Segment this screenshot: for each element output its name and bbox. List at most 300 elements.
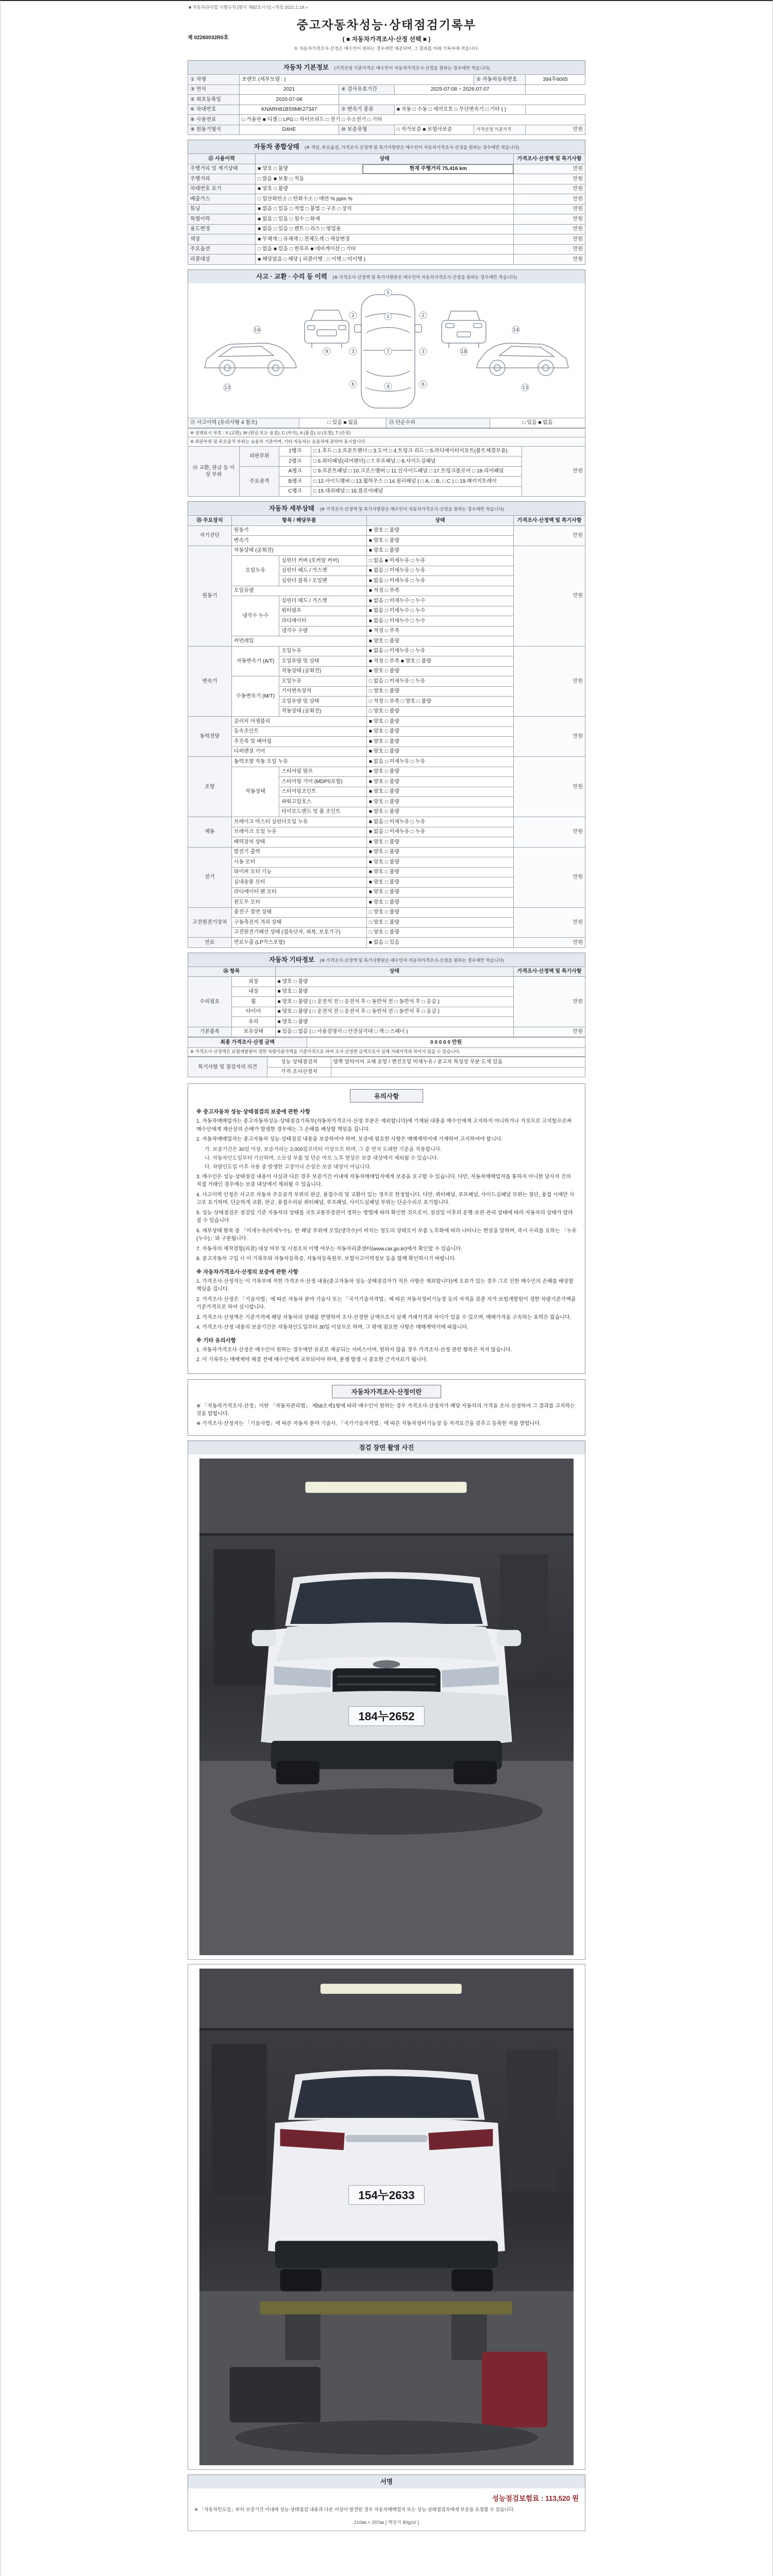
table-cell: 만원 [514, 817, 585, 848]
table-cell: ⑪ 사용이력 [188, 154, 256, 164]
table-cell: 외장 [231, 977, 275, 987]
table-cell: 스티어링 펌프 [279, 767, 367, 777]
table-cell: 커먼레일 [231, 636, 366, 647]
table-cell[interactable]: ■ 없음 □ 미세누수 □ 누수 [366, 616, 513, 626]
table-cell: ② 자동차등록번호 [474, 75, 526, 85]
table-cell: ④ 검사유효기간 [339, 84, 394, 95]
special-history-checkbox-group[interactable]: ■ 없음 □ 있음 □ 침수 □ 화재 [256, 214, 514, 225]
table-cell: 윈도우 모터 [231, 897, 366, 908]
table-cell: ⑦ 변속기 종류 [339, 105, 394, 115]
photos-header [188, 1440, 585, 1454]
notice-line: 1. 자동차매매업자는 중고자동차성능·상태점검기록부(자동차가격조사·산정 부분은 제외합니다)에 기재된 내용을 매수인에게 고지하지 아니하거나 거짓으로 고지함으로써 매수인에게 재산상의 손해가 발생한 경우에는 그 손해를 배상할 책임을 집니다. [196, 1118, 572, 1132]
table-cell: 실린더 블록 / 오일팬 [279, 576, 367, 586]
table-cell: 가격조사·산정액 및 특기사항 [514, 516, 585, 526]
notice-line: 나. 자동차인도일부터 기산하며, 소모성 부품 및 단순 마모·노후 현상은 보증 대상에서 제외될 수 있습니다. [205, 1155, 439, 1161]
table-cell[interactable]: ■ 없음 □ 미세누수 □ 누수 [366, 596, 513, 606]
table-cell: 만원 [514, 938, 585, 948]
table-cell[interactable]: ■ 양호 □ 불량 [366, 797, 513, 807]
table-cell: 기본품목 [188, 1027, 232, 1037]
accident-history-checkbox[interactable]: □ 있음 ■ 없음 [299, 418, 386, 428]
svg-text:18: 18 [461, 349, 467, 354]
table-cell: 성능·상태점검자 [267, 1057, 331, 1067]
table-cell: 만원 [514, 214, 585, 225]
table-cell[interactable]: ■ 양호 □ 불량 [366, 726, 513, 737]
table-cell: 변속기 [188, 646, 232, 717]
svg-text:4: 4 [386, 384, 390, 389]
notice-line: ※ 기타 유의사항 [196, 1337, 236, 1344]
table-cell: 만원 [514, 847, 585, 907]
section-accident-history [188, 269, 585, 497]
table-cell: 자기진단 [188, 526, 232, 546]
table-cell[interactable]: ■ 없음 □ 미세누유 □ 누유 [366, 646, 513, 656]
table-cell[interactable]: ■ 없음 □ 미세누유 □ 누유 [366, 817, 513, 827]
mileage-checkbox-group[interactable]: □ 많음 ■ 보통 □ 적음 [256, 174, 514, 184]
table-cell: 작동상태 (공회전) [279, 666, 367, 676]
accident-history-note: (※ 가격조사·산정액 및 특기사항란은 매수인이 자동차가격조사·산정을 원하는 경우에만 적습니다) [332, 274, 517, 280]
svg-text:6: 6 [422, 382, 425, 387]
table-cell: 리콜대상 [188, 255, 256, 265]
inspection-valid-period: 2025-07-08 ~ 2026-07-07 [394, 84, 525, 95]
table-cell [339, 95, 585, 105]
table-cell: 만원 [514, 757, 585, 817]
table-cell: 워터펌프 [279, 606, 367, 616]
table-cell: 동력전달 [188, 717, 232, 757]
table-cell[interactable]: □ 없음 □ 미세누유 □ 누유 [366, 676, 513, 687]
svg-text:1: 1 [386, 314, 390, 319]
accident-history-header [188, 269, 585, 283]
notice-line: 3. 매수인은 성능·상태점검 내용이 사실과 다른 경우 보증기간 이내에 자동차매매업자에게 보증을 요구할 수 있습니다. 다만, 자동차매매업자를 통하지 아니한 당사자 간의 직접 거래인 경우에는 보증 대상에서 제외될 수 있습니다. [196, 1174, 571, 1188]
table-cell: 파워고압호스 [279, 797, 367, 807]
table-cell[interactable]: ■ 양호 □ 불량 [366, 877, 513, 888]
table-cell[interactable]: ■ 양호 □ 불량 [366, 737, 513, 747]
table-cell: 만원 [514, 234, 585, 245]
table-cell[interactable]: ■ 양호 □ 불량 [366, 536, 513, 546]
table-cell[interactable]: ■ 있음 □ 없음 ( □ 사용설명서 □ 안전삼각대 □ 잭 □ 스패너 ) [275, 1027, 514, 1037]
table-cell: 오일누유 [279, 676, 367, 687]
price-appraisal-info-title: 자동차가격조사·산정이란 [332, 1385, 441, 1398]
table-cell[interactable]: ■ 없음 □ 미세누유 □ 누유 [366, 827, 513, 837]
table-cell: 자동변속기 (A/T) [231, 646, 279, 676]
table-cell: 오일누유 [231, 556, 279, 586]
table-cell: 색상 [188, 234, 256, 245]
warranty-checkbox-group[interactable]: □ 자가보증 ■ 보험사보증 [394, 125, 474, 135]
photos-title: 점검 장면 촬영 사진 [359, 1444, 414, 1452]
final-price-table [188, 1037, 585, 1057]
table-cell: 만원 [514, 194, 585, 205]
table-cell: 스티어링 기어 (MDPS포함) [279, 777, 367, 787]
accident-history-title: 사고 · 교환 · 수리 등 이력 [256, 273, 327, 280]
frame-rankA-checkbox-group[interactable]: □ 9.프론트패널 □ 10.크로스멤버 □ 11.인사이드패널 □ 17.트렁크플로어 □ 18.리어패널 [311, 466, 522, 477]
table-cell: 특기사항 및 점검자의 의견 [188, 1057, 267, 1077]
table-cell: ③ 연식 [188, 84, 240, 95]
table-cell: 만원 [514, 526, 585, 546]
photo-rear-svg [199, 1969, 574, 2465]
table-cell: 항목 / 해당부품 [231, 516, 366, 526]
transmission-checkbox-group[interactable]: ■ 자동 □ 수동 □ 세미오토 □ 무단변속기 □ 기타 ( ) [394, 105, 525, 115]
table-cell: 만원 [514, 224, 585, 234]
table-cell[interactable]: ■ 양호 □ 불량 [366, 897, 513, 908]
svg-text:7: 7 [386, 349, 390, 354]
basic-info-note: (가격산정 기준가격은 매수인이 자동차가격조사·산정을 원하는 경우에만 적습니다) [334, 65, 490, 71]
title-note: ① 자동차가격조사·산정은 매수인이 원하는 경우에만 제공되며, 그 결과를 아래 기록부에 적습니다. [294, 46, 479, 51]
table-cell: 수동변속기 (M/T) [231, 676, 279, 717]
registration-number: 394후6065 [526, 75, 585, 85]
signature-body [188, 2488, 585, 2531]
table-cell: 주행거리 [188, 174, 256, 184]
table-cell: 최종 가격조사·산정 금액 [188, 1038, 307, 1048]
page-title: 중고자동차성능·상태점검기록부 [296, 18, 477, 31]
vin: KNARH81BS9MK27347 [240, 105, 339, 115]
table-cell: 타이로드엔드 및 볼 조인트 [279, 807, 367, 817]
table-cell: 기어변속장치 [279, 686, 367, 697]
table-cell[interactable]: ■ 양호 □ 불량 [366, 546, 513, 556]
vin-marking-checkbox[interactable]: ■ 양호 □ 불량 [256, 184, 514, 194]
table-cell[interactable]: ■ 양호 □ 불량 [366, 847, 513, 857]
table-cell[interactable]: ■ 없음 □ 미세누유 □ 누유 [366, 576, 513, 586]
table-cell: 냉각수 수량 [279, 626, 367, 636]
table-cell: 만원 [514, 174, 585, 184]
notices-title: 유의사항 [350, 1089, 423, 1103]
svg-text:9: 9 [325, 349, 328, 354]
table-cell[interactable]: □ 양호 □ 불량 [366, 907, 513, 918]
table-cell: 만원 [514, 646, 585, 717]
fee-label: 성능점검보험료 : [492, 2495, 546, 2503]
table-cell: 원동기 [188, 546, 232, 646]
appraiser-remark [331, 1067, 585, 1077]
document [188, 3, 585, 2531]
table-cell: 브레이크 오일 누유 [231, 827, 366, 837]
detail-state-title: 자동차 세부상태 [268, 505, 314, 513]
table-cell: 클러치 어셈블리 [231, 717, 366, 727]
table-cell[interactable]: ■ 양호 □ 불량 [366, 777, 513, 787]
table-cell: 2랭크 [279, 456, 311, 467]
table-cell[interactable]: ■ 양호 □ 불량 [275, 1017, 514, 1027]
section-overall-state [188, 140, 585, 265]
table-cell: 오일누유 [279, 646, 367, 656]
photo-front-svg [199, 1459, 574, 1955]
section-signature [188, 2475, 585, 2531]
section-etc-info [188, 953, 585, 1077]
panel-frame-table [188, 428, 585, 497]
table-cell: ⑧ 사용연료 [188, 115, 240, 125]
notice-line: 5. 성능·상태점검은 점검일 기준 자동차의 상태를 국토교통부장관이 정하는 방법에 따라 확인한 것으로서, 점검일 이후의 운행·보관·관리 상태에 따라 자동차의 상태가 달라질 수 있습니다. [196, 1210, 573, 1224]
table-cell: 주요골격 [240, 466, 279, 497]
table-cell: 연료누출 (LP가스포함) [231, 938, 366, 948]
table-cell[interactable]: ■ 없음 □ 있음 [366, 938, 513, 948]
table-cell: 작동상태 (공회전) [231, 546, 366, 556]
table-cell: 연료 [188, 938, 232, 948]
notice-line: ※ 중고자동차 성능·상태점검의 보증에 관한 사항 [196, 1109, 311, 1115]
inspection-photo-rear [188, 1964, 585, 2470]
table-cell: ⑯ 항목 [188, 967, 276, 977]
engine-type: D4HE [240, 125, 339, 135]
price-appraisal-info-box [188, 1379, 585, 1436]
table-cell: 만원 [514, 164, 585, 174]
table-cell[interactable]: ■ 양호 □ 불량 [366, 867, 513, 877]
rear-license-plate: 154누2633 [358, 2189, 415, 2202]
svg-text:6: 6 [351, 382, 355, 387]
recall-checkbox-group[interactable]: ■ 해당없음 □ 해당 ( 리콜이행 : □ 이행 □ 미이행 ) [256, 255, 514, 265]
table-cell: 작동상태 (공회전) [279, 706, 367, 717]
table-cell: 오일유량 및 상태 [279, 656, 367, 667]
panel-rank2-checkbox-group[interactable]: □ 6.쿼터패널(리어펜더) □ 7.루프패널 □ 8.사이드실패널 [311, 456, 522, 467]
title-block [188, 13, 585, 56]
table-cell: 와이퍼 모터 기능 [231, 867, 366, 877]
table-cell: ⑤ 최초등록일 [188, 95, 240, 105]
panel-rank1-checkbox-group[interactable]: □ 1.후드 □ 2.프론트펜더 □ 3.도어 □ 4.트렁크 리드 □ 5.라디에이터서포트(볼트체결부품) [311, 446, 522, 456]
table-cell[interactable]: ■ 없음 □ 미세누수 □ 누수 [366, 606, 513, 616]
table-cell[interactable]: ■ 적정 □ 부족 [366, 626, 513, 636]
svg-text:14: 14 [513, 327, 519, 333]
table-cell[interactable]: ■ 양호 □ 불량 [366, 787, 513, 797]
notice-line: ※ 자동차가격조사·산정의 보증에 관한 사항 [196, 1268, 298, 1275]
table-cell: 보유상태 [231, 1027, 275, 1037]
table-cell: 원동기 [231, 526, 366, 536]
notice-line: 7. 자동차의 제작결함(리콜) 대상 여부 및 시정조치 이행 여부는 자동차리콜센터(www.car.go.kr)에서 확인할 수 있습니다. [196, 1246, 463, 1252]
table-cell: 실린더 커버 (로커암 커버) [279, 556, 367, 566]
table-cell: 충전구 절연 상태 [231, 907, 366, 918]
notice-line: 다. 차량인도일 이후 사용 중 발생한 고장이나 손상은 보증 대상이 아닙니다. [205, 1164, 372, 1170]
svg-text:13: 13 [522, 385, 528, 391]
table-cell[interactable]: □ 양호 □ 불량 [366, 686, 513, 697]
table-cell: 튜닝 [188, 204, 256, 214]
table-cell: B랭크 [279, 477, 311, 487]
notice-line: 2. 이 기록부는 매매계약 체결 전에 매수인에게 교부되어야 하며, 분쟁 발생 시 중요한 근거자료가 됩니다. [196, 1357, 428, 1363]
table-cell: ※ 외판부위 및 주요골격 부위는 승용차 기준이며, 기타 자동차는 승용차에 준하여 표시합니다. [188, 437, 585, 446]
table-cell: 내장 [231, 987, 275, 997]
vehicle-name: 쏘렌토 (세부모델 : ) [240, 75, 474, 85]
signature-title: 서명 [380, 2478, 393, 2486]
table-cell: 발전기 출력 [231, 847, 366, 857]
color-checkbox-group[interactable]: ■ 무채색 □ 유채색 □ 전체도색 □ 색상변경 [256, 234, 514, 245]
svg-text:2: 2 [422, 313, 425, 318]
svg-text:2: 2 [351, 313, 355, 318]
table-cell[interactable]: ■ 양호 □ 불량 [366, 837, 513, 848]
table-cell: 수리필요 [188, 977, 232, 1027]
table-cell: 동력조향 작동 오일 누유 [231, 757, 366, 767]
detail-state-note: (※ 가격조사·산정액 및 특기사항란은 매수인이 자동차가격조사·산정을 원하는 경우에만 적습니다) [320, 506, 505, 512]
first-registration-date: 2020-07-08 [240, 95, 339, 105]
table-cell[interactable]: □ 양호 □ 불량 [366, 706, 513, 717]
table-cell: ⑮ 주요장치 [188, 516, 232, 526]
fee-value: 113,520 원 [545, 2495, 579, 2503]
table-cell: 용도변경 [188, 224, 256, 234]
tuning-checkbox-group[interactable]: ■ 없음 □ 있음 □ 적법 □ 불법 □ 구조 □ 장치 [256, 204, 514, 214]
table-cell: 디퍼렌셜 기어 [231, 747, 366, 757]
table-cell: 배력장치 상태 [231, 837, 366, 848]
page-subtitle: ( ■ 자동차가격조사·산정 선택 ■ ) [342, 36, 431, 43]
base-price-cell: 만원 [526, 125, 585, 135]
svg-text:5: 5 [386, 290, 390, 296]
emission-checkbox-group[interactable]: □ 일산화탄소 □ 탄화수소 □ 매연 % ppm % [256, 194, 514, 205]
basic-info-title: 자동차 기본정보 [283, 64, 329, 71]
table-cell: ① 차명 [188, 75, 240, 85]
table-cell[interactable]: ■ 없음 □ 미세누유 □ 누유 [366, 566, 513, 576]
table-cell: 만원 [514, 255, 585, 265]
table-cell: 구동축전지 격리 상태 [231, 918, 366, 928]
table-cell: 만원 [514, 244, 585, 255]
inspection-photo-front [188, 1454, 585, 1960]
notice-line: 1. 가격조사·산정자는 이 기록부에 적힌 가격조사·산정 내용(중고자동차 성능·상태점검자가 적은 사항은 제외합니다)에 오류가 있는 경우 그로 인한 매수인의 손해를 배상할 책임을 집니다. [196, 1278, 574, 1293]
table-cell[interactable]: ■ 없음 □ 미세누유 □ 누유 [366, 757, 513, 767]
table-cell: 가격조사·산정액 및 특기사항 [514, 154, 585, 164]
table-cell: 배출가스 [188, 194, 256, 205]
table-cell[interactable]: ■ 양호 □ 불량 [275, 977, 514, 987]
table-cell[interactable]: ■ 양호 □ 불량 ( □ 운전석 전 □ 운전석 후 □ 동반석 전 □ 동반석 후 □ 응급 ) [275, 997, 514, 1007]
table-cell: ⑫ 사고이력 (유의사항 4 참조) [188, 418, 299, 428]
form-reference-note: ■ 자동차관리법 시행규칙 [별지 제82호서식] <개정 2021.1.19.> [189, 5, 308, 10]
table-cell: 타이어 [231, 1007, 275, 1017]
table-cell: 차대번호 표기 [188, 184, 256, 194]
table-cell[interactable]: ■ 양호 □ 불량 [366, 807, 513, 817]
table-cell: 냉각수 누수 [231, 596, 279, 636]
final-appraisal-amount: 0 0 0 0 0 만원 [307, 1038, 585, 1048]
table-cell: 특별이력 [188, 214, 256, 225]
overall-state-title: 자동차 종합상태 [254, 143, 299, 150]
notices-section [188, 1083, 585, 1374]
frame-rankC-checkbox-group[interactable]: □ 15.대쉬패널 □ 16.플로어패널 [311, 486, 522, 497]
table-cell: 고전원전기장치 [188, 907, 232, 938]
table-cell: 만원 [514, 717, 585, 757]
etc-info-note: (※ 가격조사·산정액 및 특기사항란은 매수인이 자동차가격조사·산정을 원하는 경우에만 적습니다) [320, 957, 505, 963]
signature-note-line: ※ 「자동차인도일」부터 보증기간 이내에 성능·상태점검 내용과 다른 이상이 발견된 경우 자동차매매업자 또는 성능·상태점검자에게 보증을 요청할 수 있습니다. [194, 2507, 515, 2513]
svg-text:13: 13 [224, 385, 230, 391]
odometer-state-checkbox[interactable]: ■ 양호 □ 불량 [256, 164, 363, 174]
table-cell: ※ 상태표시 부호 : X (교환), W (판금 또는 용접), C (부식), A (흠집), U (요철), T (손상) [188, 429, 585, 437]
table-cell[interactable]: □ 양호 □ 불량 [366, 927, 513, 938]
table-cell: 외판부위 [240, 446, 279, 466]
table-cell: ⑭ 교환, 판금 등 이상 부위 [188, 446, 240, 497]
notice-line: 3. 가격조사·산정액은 기준가격에 해당 자동차의 상태를 반영하여 조사·산정한 금액으로서 실제 거래가격과 차이가 있을 수 있으며, 매매가격을 구속하는 효력은 없습니다. [196, 1314, 572, 1320]
notice-line: 4. 가격조사·산정 내용의 보증기간은 자동차인도일부터 30일 이상으로 하며, 그 밖에 필요한 사항은 매매계약서에 따릅니다. [196, 1325, 469, 1331]
table-cell: 오일유량 [231, 586, 366, 596]
table-cell[interactable]: ■ 양호 □ 불량 [366, 887, 513, 897]
table-cell: 가격·조사산정자 [267, 1067, 331, 1077]
table-cell[interactable]: ■ 양호 □ 불량 [366, 526, 513, 536]
table-cell: 1랭크 [279, 446, 311, 456]
detail-state-header [188, 501, 585, 515]
table-cell: 고전원전기배선 상태 (접속단자, 피복, 보호기구) [231, 927, 366, 938]
notice-line: 4. 사고이력 인정은 사고로 자동차 주요골격 부위의 판금, 용접수리 및 교환이 있는 경우로 한정합니다. 다만, 쿼터패널, 루프패널, 사이드실패널 부위는 절단, 용접 시에만 사고로 표기하며, 단순하게 교환, 판금, 용접수리된 쿼터패널, 루프패널, 사이드실패널 부위는 단순수리로 표기합니다. [196, 1192, 575, 1206]
table-cell: 작동상태 [231, 767, 279, 817]
notice-line: 1. 자동차가격조사·산정은 매수인이 원하는 경우에만 유료로 제공되는 서비스이며, 원하지 않을 경우 가격조사·산정 관련 항목은 적지 않습니다. [196, 1347, 512, 1353]
table-cell: ⑩ 보증유형 [339, 125, 394, 135]
table-cell: 유리 [231, 1017, 275, 1027]
table-cell: 추진축 및 베어링 [231, 737, 366, 747]
table-cell: 라디에이터 팬 모터 [231, 887, 366, 897]
table-cell: 스티어링조인트 [279, 787, 367, 797]
table-cell: ⑬ 단순수리 [386, 418, 490, 428]
notice-line: 2. 가격조사·산정은 「기술사법」에 따른 자동차 분야 기술사 또는 「국가기술자격법」에 따른 자동차정비기능장 등의 자격을 갖춘 자가 보험개발원이 정한 차량기준가액을 기준가격으로 하여 실시합니다. [196, 1296, 576, 1311]
frame-rankB-checkbox-group[interactable]: □ 12.사이드멤버 □ 13.휠하우스 □ 14.필러패널 ( □ A, □ B, □ C ) □ 19.패키지트레이 [311, 477, 522, 487]
notice-line: 2. 자동차매매업자는 중고자동차 성능·상태점검 내용을 보증하여야 하며, 보증에 필요한 사항은 매매계약서에 기재하여 고지하여야 합니다. [196, 1137, 503, 1143]
table-cell[interactable]: □ 양호 □ 불량 [366, 918, 513, 928]
table-cell: 휠 [231, 997, 275, 1007]
table-cell[interactable]: ■ 적정 □ 부족 [366, 586, 513, 596]
table-cell: 가격산정 기준가격 [474, 125, 526, 135]
table-cell[interactable]: ■ 양호 □ 불량 [366, 717, 513, 727]
table-cell[interactable]: □ 적정 □ 부족 □ 양호 □ 불량 [366, 697, 513, 707]
table-cell: 실린더 헤드 / 가스켓 [279, 566, 367, 576]
svg-text:3: 3 [422, 349, 425, 354]
table-cell: 만원 [514, 204, 585, 214]
current-mileage: 현재 주행거리 75,416 km [363, 164, 514, 174]
table-cell: 시동 모터 [231, 857, 366, 868]
svg-text:14: 14 [254, 327, 260, 333]
paper-spec: 210㎜ × 297㎜ [ 백상지 80g/㎡ ] [354, 2519, 419, 2525]
table-cell: 실린더 헤드 / 가스켓 [279, 596, 367, 606]
table-cell: 상태 [275, 967, 514, 977]
table-cell: ⑨ 원동기형식 [188, 125, 240, 135]
table-cell[interactable]: ■ 양호 □ 불량 [366, 767, 513, 777]
document-number: 제 02260032R0호 [188, 35, 229, 41]
table-cell: 오일유량 및 상태 [279, 697, 367, 707]
table-cell: 가격조사·산정액 및 특기사항 [514, 967, 585, 977]
etc-info-table [188, 967, 585, 1038]
section-photos [188, 1440, 585, 2470]
table-cell: 등속조인트 [231, 726, 366, 737]
etc-info-title: 자동차 기타정보 [268, 956, 314, 963]
simple-repair-checkbox[interactable]: □ 있음 ■ 없음 [490, 418, 585, 428]
overall-state-header [188, 140, 585, 154]
table-cell: 주행거리 및 계기상태 [188, 164, 256, 174]
accident-summary-table [188, 418, 585, 429]
overall-state-note: (※ 색상, 주요옵션, 가격조사·산정액 및 특기사항란은 매수인이 자동차가격조사·산정을 원하는 경우에만 적습니다) [305, 145, 519, 150]
basic-info-header [188, 60, 585, 74]
inspection-insurance-fee [194, 2493, 579, 2503]
table-cell[interactable]: ■ 양호 □ 불량 [366, 666, 513, 676]
etc-info-header [188, 953, 585, 967]
table-cell[interactable]: ■ 양호 □ 불량 [275, 987, 514, 997]
usage-change-checkbox-group[interactable]: ■ 없음 □ 있음 □ 렌트 □ 리스 □ 영업용 [256, 224, 514, 234]
detail-state-table [188, 515, 585, 948]
table-cell: 만원 [514, 977, 585, 1027]
notice-line: 8. 중고자동차 구입 시 이 기록부와 자동차등록증, 자동차등록원부, 보험사고이력정보 등을 함께 확인하시기 바랍니다. [196, 1256, 457, 1262]
section-detail-state [188, 501, 585, 948]
notices-body [196, 1108, 577, 1364]
table-cell: 실내송풍 모터 [231, 877, 366, 888]
remarks-table [188, 1057, 585, 1077]
table-cell: 조향 [188, 757, 232, 817]
section-basic-info [188, 60, 585, 135]
table-cell[interactable]: □ 없음 ■ 미세누유 □ 누유 [366, 556, 513, 566]
overall-state-table [188, 154, 585, 265]
model-year: 2021 [240, 84, 339, 95]
table-cell[interactable]: ■ 양호 □ 불량 ( □ 운전석 전 □ 운전석 후 □ 동반석 전 □ 동반석 후 □ 응급 ) [275, 1007, 514, 1017]
fuel-checkbox-group[interactable]: □ 가솔린 ■ 디젤 □ LPG □ 하이브리드 □ 전기 □ 수소전기 □ 기타 [240, 115, 585, 125]
car-damage-diagram [195, 286, 578, 414]
table-cell: 변속기 [231, 536, 366, 546]
table-cell: A랭크 [279, 466, 311, 477]
price-appraisal-info-line: ※ 가격조사·산정자는 「기술사법」에 따른 자동차 분야 기술사, 「국가기술자격법」에 따른 자동차정비기능장 등 자격요건을 갖추고 등록한 자를 말합니다. [196, 1420, 541, 1427]
basic-info-table [188, 74, 585, 135]
table-cell: 만원 [522, 446, 585, 497]
signature-header [188, 2475, 585, 2488]
car-damage-diagram-wrap [188, 283, 585, 418]
option-checkbox-group[interactable]: □ 없음 ■ 있음 □ 썬루프 ■ 네비게이션 □ 기타 [256, 244, 514, 255]
table-cell: 만원 [514, 184, 585, 194]
table-cell[interactable]: ■ 양호 □ 불량 [366, 747, 513, 757]
table-cell[interactable]: ■ 양호 □ 불량 [366, 636, 513, 647]
table-cell: 제동 [188, 817, 232, 848]
svg-text:3: 3 [351, 349, 355, 354]
table-cell: 만원 [514, 1027, 585, 1037]
front-license-plate: 184누2652 [358, 1710, 415, 1723]
table-cell[interactable]: ■ 양호 □ 불량 [366, 857, 513, 868]
table-cell: 상태 [366, 516, 513, 526]
table-cell[interactable]: ■ 적정 □ 부족 ■ 양호 □ 불량 [366, 656, 513, 667]
table-cell: 상태 [256, 154, 514, 164]
